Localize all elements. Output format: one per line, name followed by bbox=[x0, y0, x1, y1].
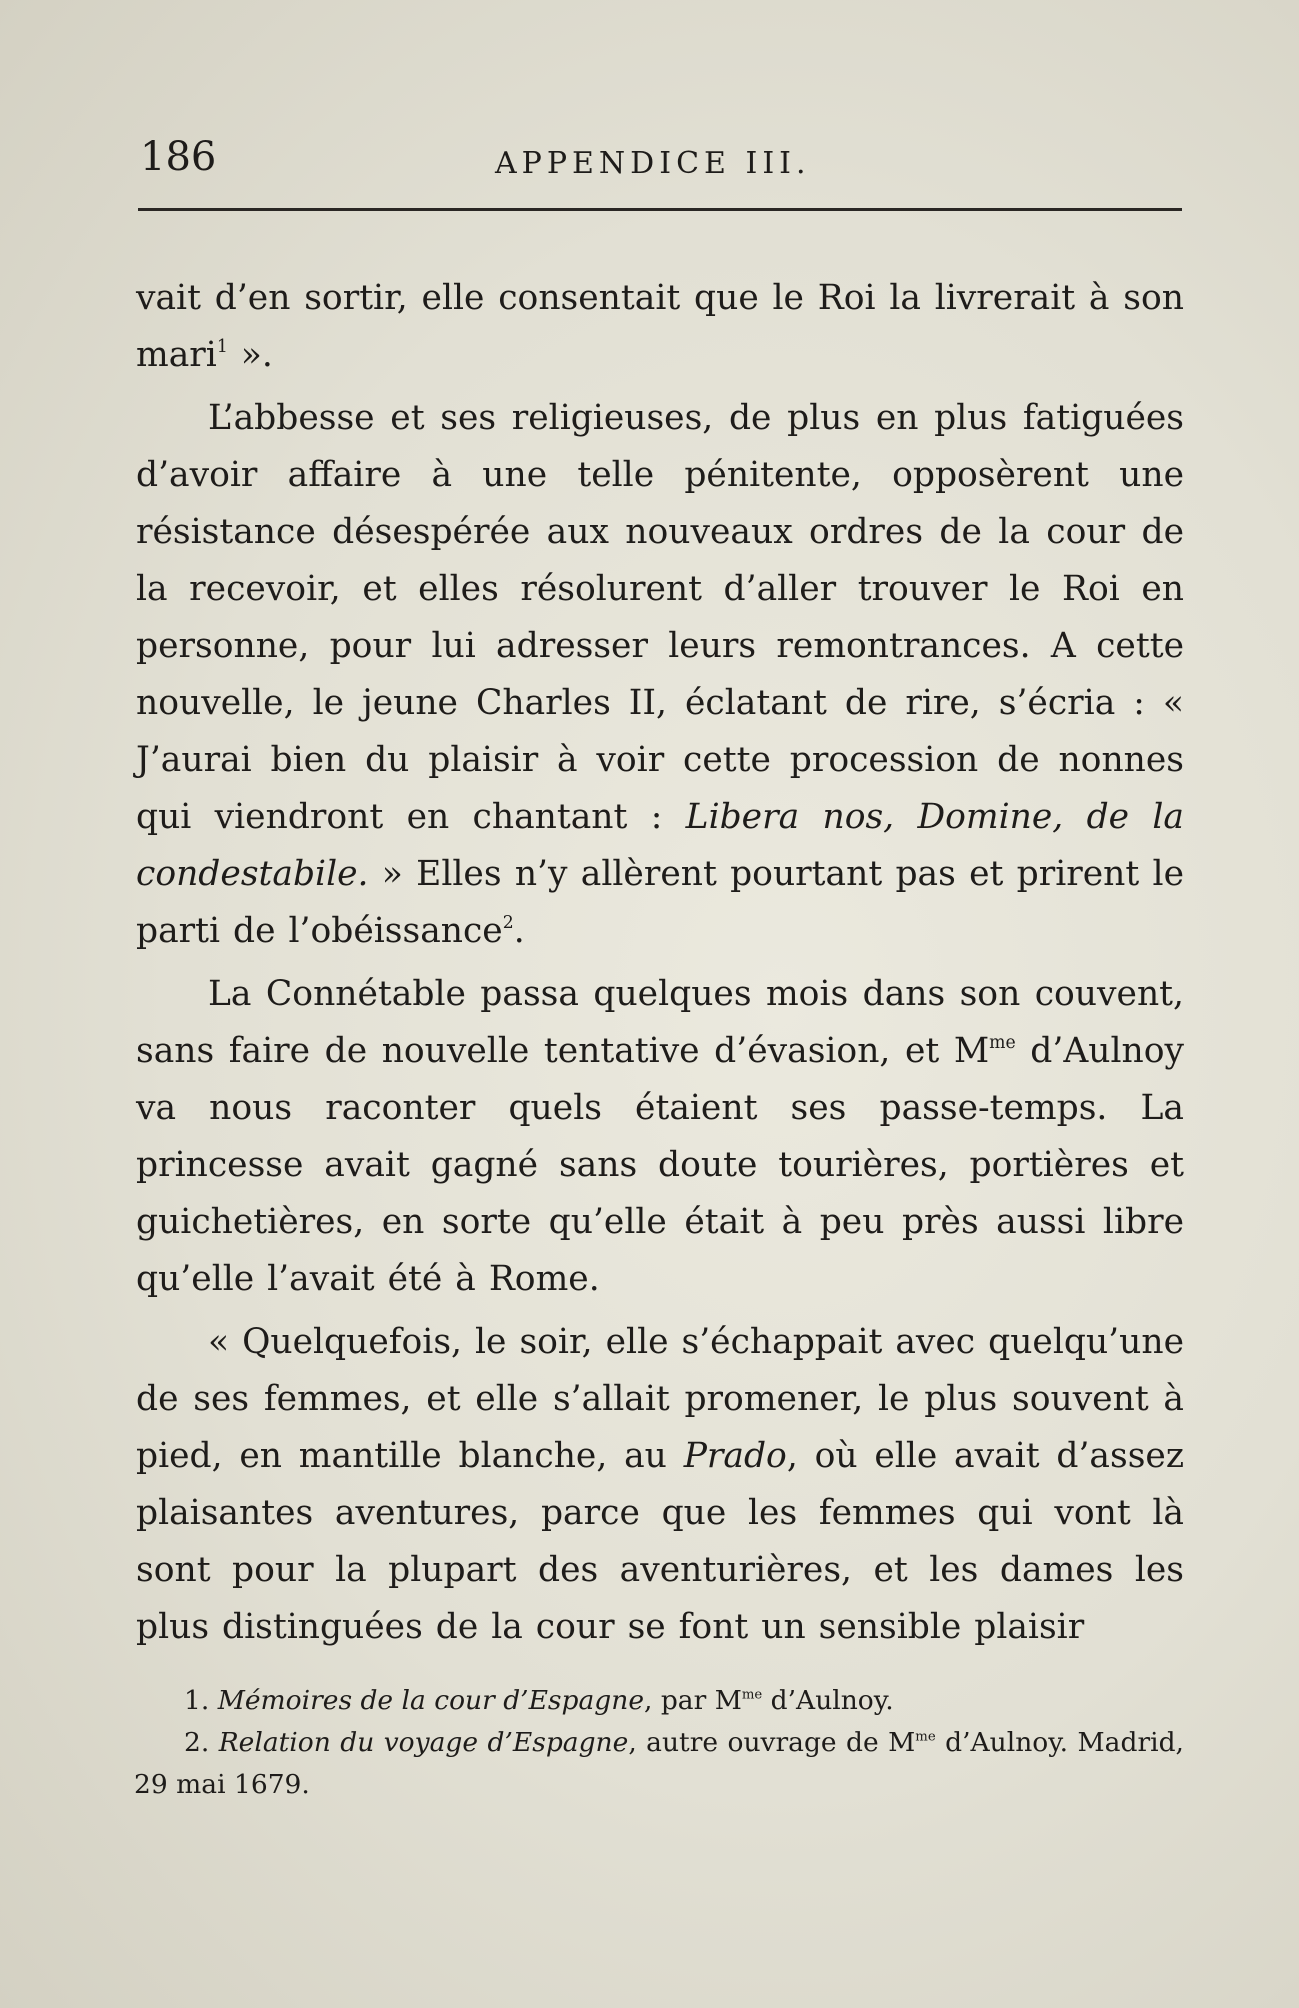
paragraph-3 bbox=[136, 966, 1184, 1308]
footnote-1-number: 1. bbox=[184, 1685, 218, 1716]
page-number: 186 bbox=[140, 134, 217, 180]
paragraph-3-text-a: La Connétable passa quelques mois dans son couvent, sans faire de nouvelle tentative d’évasion, et M bbox=[136, 974, 1184, 1071]
paragraph-3-sup: me bbox=[989, 1033, 1016, 1054]
footnote-2-text-a: , autre ouvrage de M bbox=[628, 1727, 916, 1758]
paragraph-4 bbox=[136, 1314, 1184, 1656]
footnote-1-sup: me bbox=[741, 1687, 763, 1703]
footnote-ref-1: 1 bbox=[216, 337, 228, 358]
running-title: APPENDICE III. bbox=[495, 146, 811, 181]
footnote-2 bbox=[134, 1722, 1184, 1806]
paragraph-2 bbox=[136, 390, 1184, 960]
footnote-2-title: Relation du voyage d’Espagne bbox=[218, 1727, 629, 1758]
footnote-1-text-b: d’Aulnoy. bbox=[762, 1685, 894, 1716]
footnote-ref-2: 2 bbox=[502, 913, 514, 934]
paragraph-2-text-a: L’abbesse et ses religieuses, de plus en plus fatiguées d’avoir affaire à une telle pénitente, opposèrent une résistance désespérée aux nouveaux ordres de la cour de la recevoir, et elles résolurent d’aller trouver le Roi en personne, pour lui adresser leurs remontrances. A cette nouvelle, le jeune Charles II, éclatant de rire, s’écria : « J’aurai bien du plaisir à voir cette procession de nonnes qui viendront en chantant : bbox=[136, 398, 1184, 837]
footnote-2-text-b: d’Aulnoy. Madrid, 29 mai 1679. bbox=[134, 1727, 1184, 1800]
body-text bbox=[136, 270, 1184, 1656]
footnote-1-text-a: , par M bbox=[644, 1685, 742, 1716]
footnote-1 bbox=[134, 1680, 1184, 1722]
paragraph-3-text-b: d’Aulnoy va nous raconter quels étaient ses passe-temps. La princesse avait gagné sans doute tourières, portières et guichetières, en sorte qu’elle était à peu près aussi libre qu’elle l’avait été à Rome. bbox=[136, 1031, 1184, 1299]
paragraph-1-text: vait d’en sortir, elle consentait que le Roi la livrerait à son mari bbox=[136, 278, 1184, 375]
paragraph-4-text-a: « Quelquefois, le soir, elle s’échappait avec quelqu’une de ses femmes, et elle s’allait promener, le plus souvent à pied, en mantille blanche, au bbox=[136, 1322, 1184, 1476]
footnote-1-title: Mémoires de la cour d’Espagne bbox=[217, 1685, 644, 1716]
paragraph-1 bbox=[136, 270, 1184, 384]
paragraph-2-text-b: » Elles n’y allèrent pourtant pas et prirent le parti de l’obéissance bbox=[136, 854, 1184, 951]
paragraph-2-italic: Libera nos, Domine, de la condestabile. bbox=[136, 797, 1185, 894]
paragraph-1-tail: ». bbox=[227, 335, 273, 375]
header-rule bbox=[138, 208, 1182, 211]
page-header bbox=[140, 132, 1180, 192]
footnote-2-sup: me bbox=[915, 1729, 936, 1745]
paragraph-4-italic: Prado bbox=[683, 1436, 787, 1476]
footnotes bbox=[134, 1680, 1184, 1806]
paragraph-4-text-b: , où elle avait d’assez plaisantes aventures, parce que les femmes qui vont là sont pour la plupart des aventurières, et les dames les plus distinguées de la cour se font un sensible plaisir bbox=[136, 1436, 1185, 1647]
footnote-2-number: 2. bbox=[184, 1727, 219, 1758]
paragraph-2-tail: . bbox=[513, 911, 525, 951]
